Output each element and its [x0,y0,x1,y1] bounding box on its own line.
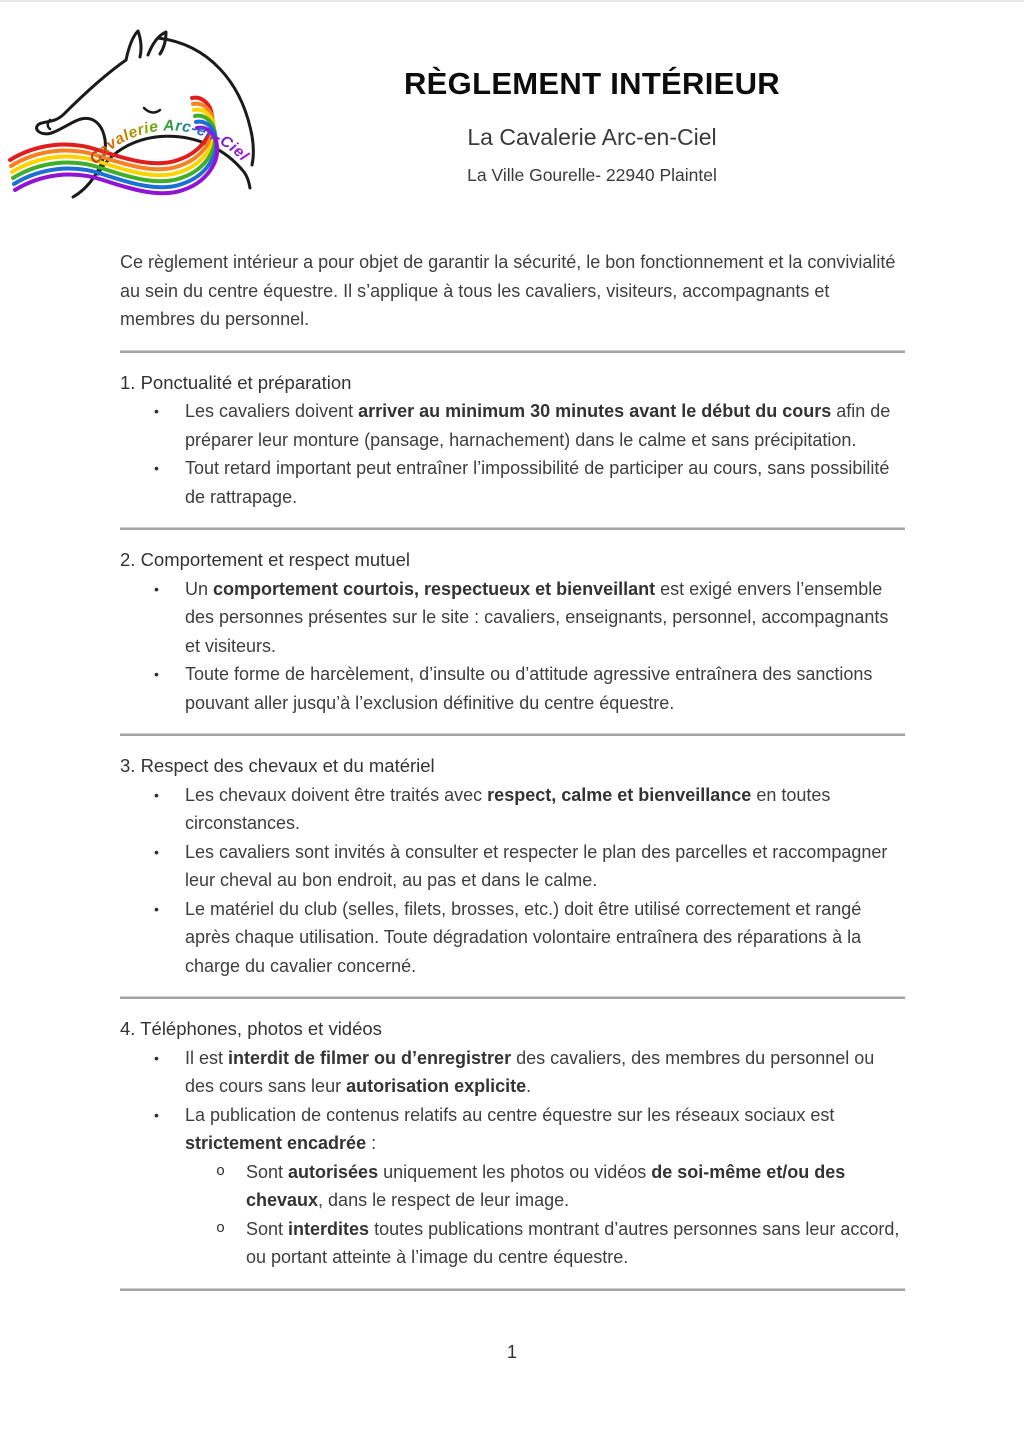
text-run: Le matériel du club (selles, filets, brosses, etc.) doit être utilisé correctement et rangé après chaque utilisation. Toute dégradation volontaire entraînera des réparations à la charge du cavalier concerné. [185,898,862,976]
list-item [120,1044,905,1101]
text-run: Les cavaliers doivent [185,401,359,421]
text-run: Il est [185,1047,229,1068]
text-run: Les cavaliers sont invités à consulter et respecter le plan des parcelles et raccompagner leur cheval au bon endroit, au pas et dans le calme. [185,841,888,890]
list-item [120,1215,905,1272]
list-item [120,1158,905,1215]
list-item-text [185,1044,905,1101]
list-item-text [185,575,905,661]
list-item [120,838,905,895]
list-item [120,895,905,981]
section-heading: 3. Respect des chevaux et du matériel [120,755,435,776]
list-item [120,781,905,838]
bullet-marker: • [154,1106,159,1123]
section-list [120,575,905,718]
list-item-text [246,1215,905,1272]
text-run: est exigé envers l’ensemble des personnes présentes sur le site : cavaliers, enseignants, personnel, accompagnants et visiteurs. [185,578,889,656]
section-heading: 1. Ponctualité et préparation [120,371,352,393]
list-item-text [185,1101,905,1158]
text-run: . [526,1076,532,1096]
bold-text-run: strictement encadrée [185,1133,367,1153]
list-item [120,454,905,511]
list-item-text [185,781,905,838]
bold-text-run: interdites [288,1218,370,1239]
list-item-text [246,1158,905,1215]
list-item-text [185,838,905,895]
bullet-marker: • [154,403,159,419]
section-list [120,781,905,981]
text-run: Sont [246,1161,289,1182]
list-item-text [185,397,905,454]
bold-text-run: comportement courtois, respectueux et bienveillant [213,578,656,599]
logo-arc-text: Cavalerie Arc-en-Ciel [86,117,253,168]
section-heading: 2. Comportement et respect mutuel [120,549,410,570]
text-run: Sont [246,1218,289,1239]
list-item-text [185,454,905,511]
text-run: uniquement les photos ou vidéos [378,1161,652,1182]
bullet-marker: • [154,843,159,860]
section-divider [120,733,905,736]
bullet-marker: • [154,786,159,803]
section-heading: 4. Téléphones, photos et vidéos [120,1018,382,1039]
text-run: La publication de contenus relatifs au centre équestre sur les réseaux sociaux est [185,1104,835,1125]
section-list [120,397,905,511]
text-run: Un [185,578,214,599]
text-run: , dans le respect de leur image. [318,1190,570,1210]
org-address: La Ville Gourelle- 22940 Plaintel [467,165,717,185]
text-run: Toute forme de harcèlement, d’insulte ou d’attitude agressive entraînera des sanctions pouvant aller jusqu’à l’exclusion définitive du centre équestre. [185,664,873,713]
section-divider [120,996,905,999]
sub-bullet-marker: o [216,1162,226,1180]
page-number: 1 [506,1342,517,1362]
section-list [120,1044,905,1272]
page-title: RÈGLEMENT INTÉRIEUR [404,66,780,101]
list-item [120,1101,905,1158]
list-item-text [185,895,905,981]
bullet-marker: • [154,460,159,476]
bold-text-run: autorisées [288,1161,379,1182]
text-run: en toutes circonstances. [185,784,831,833]
sections-container [120,350,905,1291]
text-run: Les chevaux doivent être traités avec [185,784,488,805]
text-run: des cavaliers, des membres du personnel ou des cours sans leur [185,1047,875,1096]
section-divider [120,1288,905,1291]
bold-text-run: interdit de filmer ou d’enregistrer [228,1047,512,1068]
document-body [120,248,905,1307]
bullet-marker: • [154,580,159,597]
bold-text-run: respect, calme et bienveillance [487,784,752,805]
bullet-marker: • [154,900,159,917]
section-divider [120,527,905,530]
bullet-marker: • [154,666,159,682]
text-run: afin de préparer leur monture (pansage, harnachement) dans le calme et sans précipitation. [185,401,891,450]
page-footer [0,1338,1024,1366]
org-name: La Cavalerie Arc-en-Ciel [467,124,717,150]
list-item [120,397,905,454]
intro-paragraph: Ce règlement intérieur a pour objet de garantir la sécurité, le bon fonctionnement et la convivialité au sein du centre équestre. Il s’applique à tous les cavaliers, visiteurs, accompagnants et membres du personnel. [120,252,896,329]
bold-text-run: de soi-même et/ou des chevaux [246,1161,846,1210]
section-divider [120,350,905,353]
list-item-text [185,660,905,717]
text-run: toutes publications montrant d’autres personnes sans leur accord, ou portant atteinte à l’image du centre équestre. [246,1218,900,1267]
list-item [120,660,905,717]
bold-text-run: arriver au minimum 30 minutes avant le début du cours [358,401,832,421]
sub-bullet-marker: o [216,1219,226,1237]
list-item [120,575,905,661]
bold-text-run: autorisation explicite [346,1076,527,1096]
text-run: Tout retard important peut entraîner l’impossibilité de participer au cours, sans possibilité de rattrapage. [185,458,890,507]
bullet-marker: • [154,1049,159,1066]
text-run: : [366,1133,377,1153]
